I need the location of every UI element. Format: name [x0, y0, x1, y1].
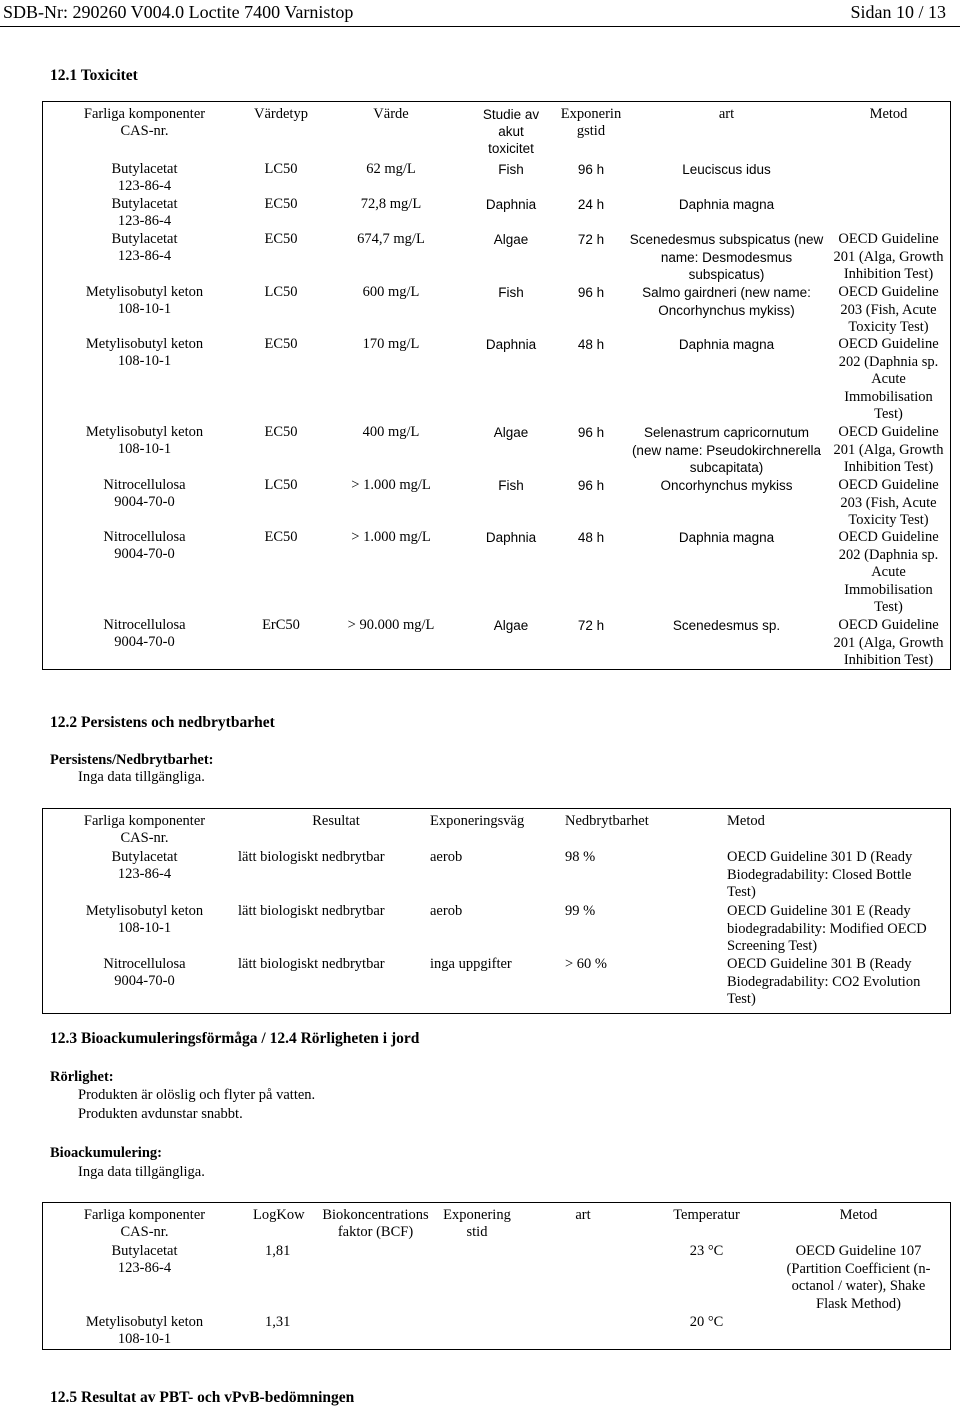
component-name: Nitrocellulosa	[103, 529, 186, 545]
temperature: 20 °C	[689, 1314, 724, 1330]
exposure-time: 96 h	[577, 162, 605, 177]
value: 674,7 mg/L	[357, 231, 425, 247]
study-organism: Algae	[493, 425, 529, 440]
exposure-time: 96 h	[577, 425, 605, 440]
header-exposure-time-2: gstid	[576, 123, 606, 139]
method: Biodegradability: CO2 Evolution	[727, 973, 921, 990]
method: OECD Guideline 301 D (Ready	[727, 849, 913, 865]
component-name: Metylisobutyl keton	[85, 1314, 204, 1330]
header-study: Studie av	[482, 107, 540, 122]
method: OECD Guideline 107	[795, 1243, 922, 1259]
header-bcf-2: faktor (BCF)	[337, 1224, 414, 1240]
method: OECD Guideline	[838, 336, 939, 352]
method: OECD Guideline	[838, 617, 939, 633]
component-name: Metylisobutyl keton	[85, 336, 204, 352]
cas-number: 108-10-1	[117, 1331, 172, 1347]
method: OECD Guideline	[838, 284, 939, 300]
header-species: art	[575, 1207, 591, 1223]
component-name: Nitrocellulosa	[103, 477, 186, 493]
result: lätt biologiskt nedbrytbar	[238, 956, 385, 972]
value: > 1.000 mg/L	[351, 529, 431, 545]
header-cas: CAS-nr.	[120, 123, 169, 139]
component-name: Nitrocellulosa	[103, 617, 186, 633]
method: Acute	[871, 564, 906, 580]
method: Biodegradability: Closed Bottle	[727, 866, 912, 883]
persistence-text: Inga data tillgängliga.	[78, 769, 205, 785]
species: (new name: Pseudokirchnerella	[631, 442, 822, 458]
method: Inhibition Test)	[843, 459, 934, 475]
document-id: SDB-Nr: 290260 V004.0 Loctite 7400 Varnistop	[3, 2, 354, 22]
header-study-3: toxicitet	[488, 141, 534, 156]
component-name: Metylisobutyl keton	[85, 284, 204, 300]
header-cas: CAS-nr.	[120, 1224, 169, 1240]
header-bcf: Biokoncentrations	[322, 1207, 429, 1223]
method: 203 (Fish, Acute	[840, 494, 937, 511]
species: Salmo gairdneri (new name:	[642, 285, 811, 300]
section-title-12-1: 12.1 Toxicitet	[50, 67, 138, 84]
study-organism: Algae	[493, 232, 529, 247]
cas-number: 123-86-4	[117, 866, 172, 882]
temperature: 23 °C	[689, 1243, 724, 1259]
method: (Partition Coefficient (n-	[786, 1260, 931, 1277]
section-title-12-3: 12.3 Bioackumuleringsförmåga / 12.4 Rörligheten i jord	[50, 1030, 420, 1047]
species: Daphnia magna	[678, 337, 775, 352]
study-organism: Fish	[498, 285, 524, 300]
value-type: EC50	[264, 424, 298, 440]
species: Leuciscus idus	[682, 162, 771, 177]
header-species: art	[718, 106, 735, 122]
header-logkow: LogKow	[253, 1207, 305, 1223]
method: Inhibition Test)	[843, 266, 934, 282]
page-number: Sidan 10 / 13	[850, 2, 946, 22]
method: Toxicity Test)	[848, 319, 929, 335]
header-study-2: akut	[498, 124, 524, 139]
species: Selenastrum capricornutum	[643, 425, 810, 440]
species: Daphnia magna	[678, 197, 775, 212]
header-exposure-route: Exponeringsväg	[430, 813, 525, 829]
method: OECD Guideline	[838, 477, 939, 493]
method: 201 (Alga, Growth	[833, 248, 944, 265]
section-title-12-5: 12.5 Resultat av PBT- och vPvB-bedömningen	[50, 1389, 355, 1406]
header-value: Värde	[373, 106, 409, 122]
method: biodegradability: Modified OECD	[727, 920, 927, 937]
value: 62 mg/L	[366, 161, 416, 177]
persistence-label: Persistens/Nedbrytbarhet:	[50, 752, 214, 768]
cas-number: 108-10-1	[117, 441, 172, 457]
component-name: Butylacetat	[111, 849, 178, 865]
species: Oncorhynchus mykiss	[660, 478, 793, 493]
header-divider	[0, 26, 960, 27]
bioaccumulation-label: Bioackumulering:	[50, 1145, 162, 1161]
exposure-time: 24 h	[577, 197, 605, 212]
component-name: Nitrocellulosa	[103, 956, 186, 972]
header-degradability: Nedbrytbarhet	[565, 813, 649, 829]
value-type: EC50	[264, 231, 298, 247]
exposure-route: aerob	[430, 849, 463, 865]
method: Inhibition Test)	[843, 652, 934, 668]
value: > 90.000 mg/L	[347, 617, 435, 633]
species: name: Desmodesmus	[660, 249, 793, 265]
value: 400 mg/L	[362, 424, 420, 440]
component-name: Butylacetat	[111, 196, 178, 212]
exposure-time: 96 h	[577, 478, 605, 493]
method: Test)	[874, 599, 903, 615]
page-header	[0, 0, 960, 24]
header-method: Metod	[839, 1207, 878, 1223]
exposure-time: 48 h	[577, 337, 605, 352]
cas-number: 108-10-1	[117, 301, 172, 317]
value-type: LC50	[264, 161, 298, 177]
logkow-value: 1,31	[265, 1314, 291, 1330]
study-organism: Daphnia	[485, 337, 537, 352]
method: 201 (Alga, Growth	[833, 634, 944, 651]
value-type: LC50	[264, 284, 298, 300]
header-exposure-time-2: stid	[466, 1224, 488, 1240]
cas-number: 123-86-4	[117, 178, 172, 194]
mobility-label: Rörlighet:	[50, 1069, 114, 1085]
exposure-route: inga uppgifter	[430, 956, 512, 972]
cas-number: 108-10-1	[117, 353, 172, 369]
header-exposure-time: Exponerin	[560, 106, 622, 122]
exposure-route: aerob	[430, 903, 463, 919]
species: Scenedesmus subspicatus (new	[629, 232, 824, 247]
component-name: Butylacetat	[111, 1243, 178, 1259]
method: Immobilisation	[844, 581, 933, 598]
degradability: 98 %	[565, 849, 596, 865]
cas-number: 9004-70-0	[114, 973, 175, 989]
method: OECD Guideline	[838, 231, 939, 247]
header-temperature: Temperatur	[673, 1207, 740, 1223]
method: 202 (Daphnia sp.	[838, 353, 939, 370]
method: Immobilisation	[844, 388, 933, 405]
header-method: Metod	[869, 106, 908, 122]
species: subspicatus)	[688, 267, 765, 282]
value-type: EC50	[264, 529, 298, 545]
method: Test)	[874, 406, 903, 422]
header-method: Metod	[727, 813, 765, 829]
persistence-table	[42, 808, 951, 1014]
study-organism: Daphnia	[485, 197, 537, 212]
study-organism: Fish	[498, 162, 524, 177]
header-components: Farliga komponenter	[83, 813, 206, 829]
value: 170 mg/L	[362, 336, 420, 352]
value-type: EC50	[264, 196, 298, 212]
value: 72,8 mg/L	[360, 196, 422, 212]
bioaccumulation-table	[42, 1202, 951, 1350]
method: Toxicity Test)	[848, 512, 929, 528]
component-name: Metylisobutyl keton	[85, 424, 204, 440]
cas-number: 123-86-4	[117, 213, 172, 229]
header-components: Farliga komponenter	[83, 106, 206, 122]
cas-number: 123-86-4	[117, 1260, 172, 1276]
study-organism: Daphnia	[485, 530, 537, 545]
species: Scenedesmus sp.	[672, 618, 781, 633]
method: OECD Guideline 301 B (Ready	[727, 956, 912, 972]
header-result: Resultat	[312, 813, 360, 829]
value: 600 mg/L	[362, 284, 420, 300]
method: OECD Guideline 301 E (Ready	[727, 903, 911, 919]
component-name: Metylisobutyl keton	[85, 903, 204, 919]
toxicity-table	[42, 101, 951, 670]
method: OECD Guideline	[838, 424, 939, 440]
value-type: LC50	[264, 477, 298, 493]
exposure-time: 72 h	[577, 618, 605, 633]
value-type: ErC50	[262, 617, 300, 633]
mobility-line: Produkten är olöslig och flyter på vatten.	[78, 1087, 316, 1103]
cas-number: 9004-70-0	[114, 546, 175, 562]
degradability: 99 %	[565, 903, 596, 919]
method: Acute	[871, 371, 906, 387]
method: Test)	[727, 991, 756, 1007]
value-type: EC50	[264, 336, 298, 352]
cas-number: 9004-70-0	[114, 494, 175, 510]
species: subcapitata)	[689, 460, 764, 475]
header-cas: CAS-nr.	[120, 830, 169, 846]
exposure-time: 72 h	[577, 232, 605, 247]
bioaccumulation-text: Inga data tillgängliga.	[78, 1164, 205, 1180]
method: OECD Guideline	[838, 529, 939, 545]
section-title-12-2: 12.2 Persistens och nedbrytbarhet	[50, 714, 275, 731]
cas-number: 123-86-4	[117, 248, 172, 264]
method: octanol / water), Shake	[791, 1278, 926, 1294]
method: 202 (Daphnia sp.	[838, 546, 939, 563]
method: Test)	[727, 884, 756, 900]
method: Flask Method)	[816, 1295, 901, 1312]
header-components: Farliga komponenter	[83, 1207, 206, 1223]
result: lätt biologiskt nedbrytbar	[238, 903, 385, 919]
cas-number: 108-10-1	[117, 920, 172, 936]
study-organism: Fish	[498, 478, 524, 493]
exposure-time: 96 h	[577, 285, 605, 300]
method: 201 (Alga, Growth	[833, 441, 944, 458]
cas-number: 9004-70-0	[114, 634, 175, 650]
method: 203 (Fish, Acute	[840, 301, 937, 318]
exposure-time: 48 h	[577, 530, 605, 545]
value: > 1.000 mg/L	[351, 477, 431, 493]
header-value-type: Värdetyp	[254, 106, 308, 122]
result: lätt biologiskt nedbrytbar	[238, 849, 385, 865]
header-exposure-time: Exponering	[443, 1207, 511, 1223]
logkow-value: 1,81	[265, 1243, 291, 1259]
species: Daphnia magna	[678, 530, 775, 545]
component-name: Butylacetat	[111, 161, 178, 177]
mobility-line: Produkten avdunstar snabbt.	[78, 1106, 243, 1122]
species: Oncorhynchus mykiss)	[658, 302, 795, 318]
degradability: > 60 %	[565, 956, 608, 972]
component-name: Butylacetat	[111, 231, 178, 247]
study-organism: Algae	[493, 618, 529, 633]
method: Screening Test)	[727, 938, 818, 954]
